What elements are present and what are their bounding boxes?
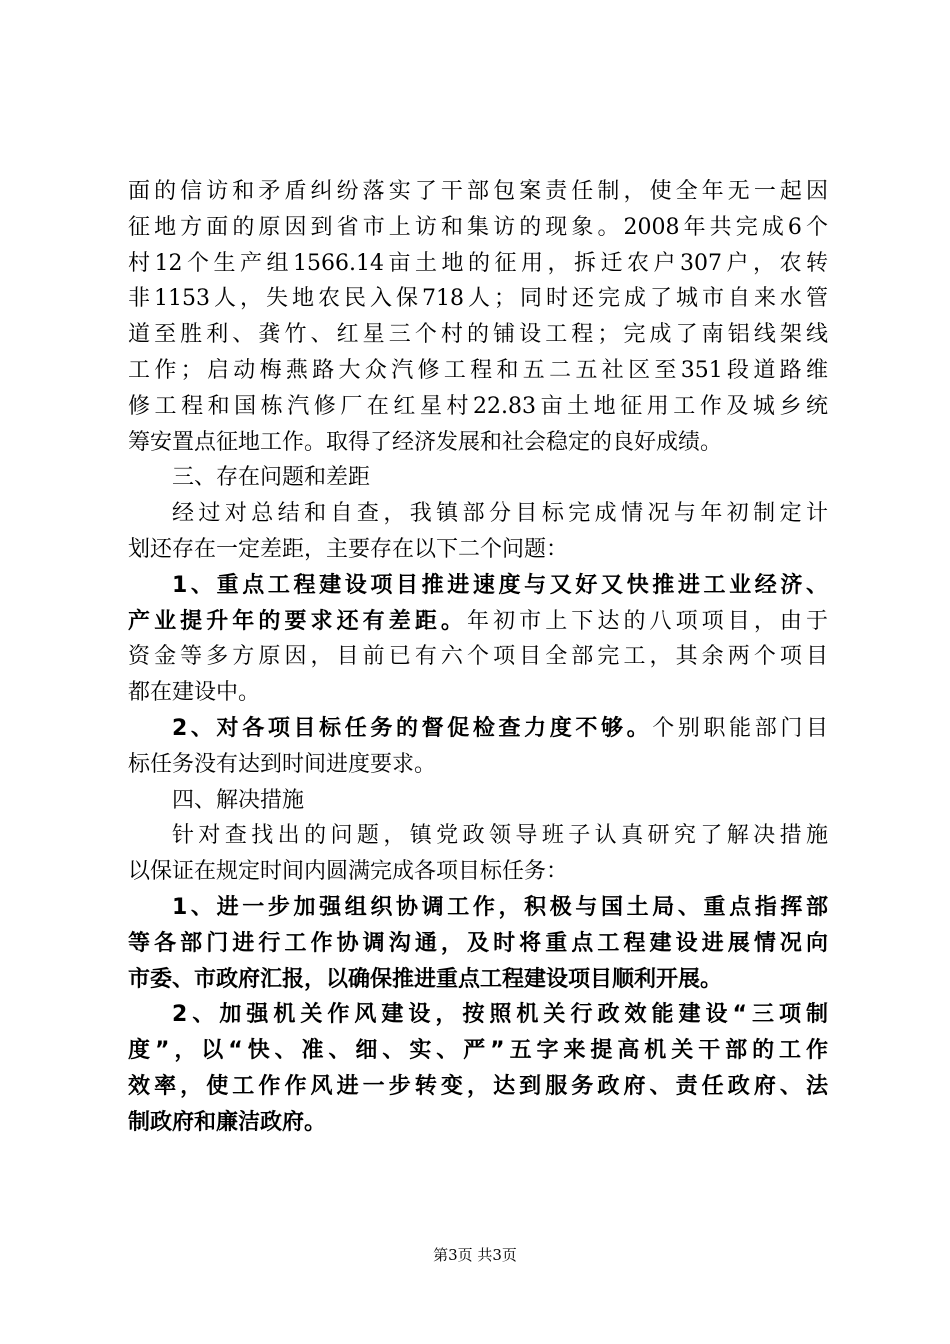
text-line: 筹安置点征地工作。取得了经济发展和社会稳定的良好成绩。 [128,429,723,455]
problem-item-1-title-cont: 产业提升年的要求还有差距。 [128,608,467,634]
text-line: 道至胜利、龚竹、红星三个村的铺设工程；完成了南铝线架线 [128,322,828,348]
document-body [128,174,828,1141]
text-line: 面的信访和矛盾纠纷落实了干部包案责任制，使全年无一起因 [128,179,828,204]
problem-item-1-text: 年初市上下达的八项项目，由于 [467,608,828,634]
section-heading-measures: 四、解决措施 [172,787,305,813]
problem-item-2-text: 个别职能部门目 [652,715,828,741]
section-heading-problems: 三、存在问题和差距 [172,465,371,491]
measure-item-2-cont: 度”，以“快、准、细、实、严”五字来提高机关干部的工作 [128,1038,828,1064]
text-line: 工作；启动梅燕路大众汽修工程和五二五社区至351段道路维 [128,357,828,383]
measure-item-1: 1、进一步加强组织协调工作，积极与国土局、重点指挥部 [172,894,828,920]
text-line: 征地方面的原因到省市上访和集访的现象。2008年共完成6个 [128,214,828,240]
measure-item-2: 2、加强机关作风建设，按照机关行政效能建设“三项制 [172,1002,828,1028]
text-line: 以保证在规定时间内圆满完成各项目标任务： [128,859,569,885]
page-number-footer: 第3页 共3页 [433,1246,517,1264]
measure-item-1-cont: 等各部门进行工作协调沟通，及时将重点工程建设进展情况向 [128,930,828,956]
measure-item-2-cont: 制政府和廉洁政府。 [128,1109,327,1135]
text-line [128,711,828,747]
text-line: 非1153人，失地农民入保718人；同时还完成了城市自来水管 [128,286,828,312]
text-line: 都在建设中。 [128,680,261,706]
measure-item-1-cont: 市委、市政府汇报，以确保推进重点工程建设项目顺利开展。 [128,966,723,992]
text-line: 划还存在一定差距，主要存在以下二个问题： [128,536,569,562]
measure-item-2-cont: 效率，使工作作风进一步转变，达到服务政府、责任政府、法 [128,1073,828,1099]
problem-item-1-title: 1、重点工程建设项目推进速度与又好又快推进工业经济、 [172,572,828,598]
text-line: 村12个生产组1566.14亩土地的征用，拆迁农户307户，农转 [128,250,828,276]
text-line: 修工程和国栋汽修厂在红星村22.83亩土地征用工作及城乡统 [128,393,828,419]
text-line: 经过对总结和自查，我镇部分目标完成情况与年初制定计 [172,501,828,527]
text-line: 针对查找出的问题，镇党政领导班子认真研究了解决措施 [172,823,828,849]
problem-item-2-title: 2、对各项目标任务的督促检查力度不够。 [172,715,653,741]
text-line [128,604,828,640]
text-line: 标任务没有达到时间进度要求。 [128,751,437,777]
text-line: 资金等多方原因，目前已有六个项目全部完工，其余两个项目 [128,644,828,670]
